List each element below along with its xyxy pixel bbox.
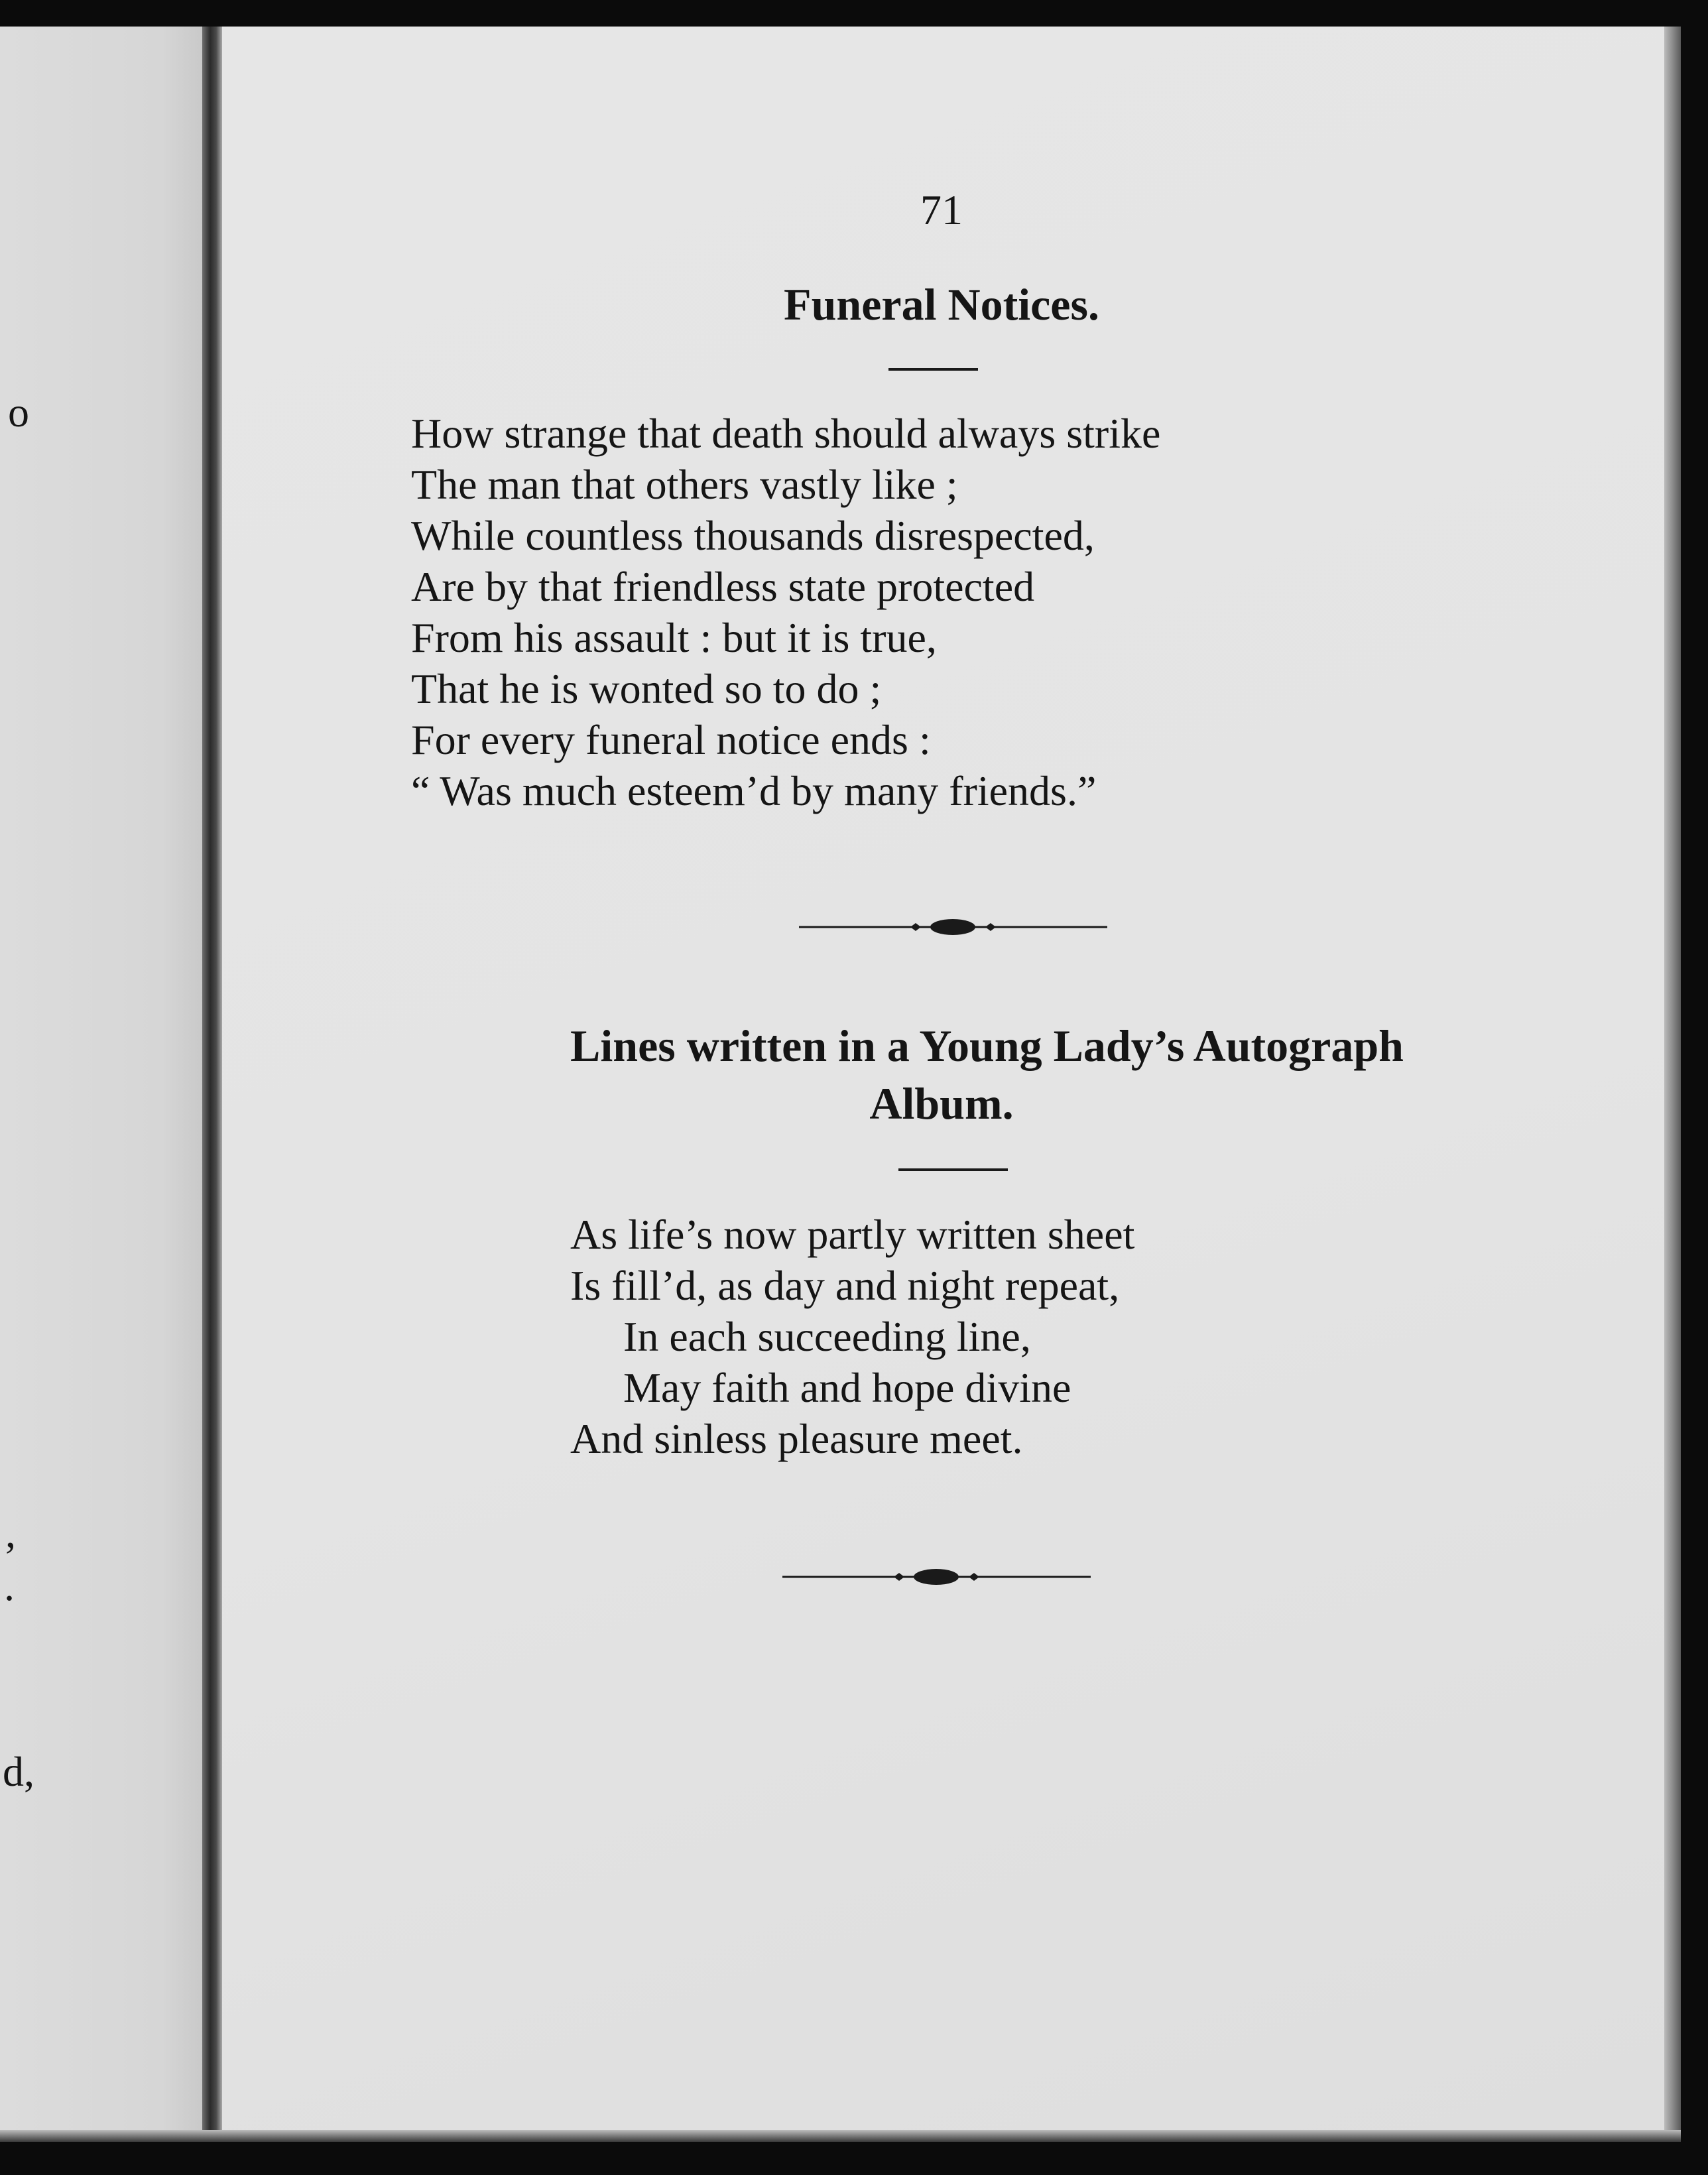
poem-line: Are by that friendless state protected bbox=[411, 563, 1035, 610]
left-page bbox=[0, 27, 202, 2142]
section-title-autograph-album: Lines written in a Young Lady’s Autograph bbox=[570, 1021, 1404, 1071]
left-page-fragment: d, bbox=[3, 1748, 34, 1795]
book-gutter bbox=[202, 27, 222, 2142]
page-bottom-shadow bbox=[0, 2130, 1681, 2142]
left-page-fragment: o bbox=[8, 389, 29, 436]
section-title-autograph-album-cont: Album. bbox=[869, 1078, 1014, 1129]
poem-autograph-album bbox=[570, 1209, 1134, 1464]
page-number: 71 bbox=[920, 186, 963, 233]
poem-line: Is fill’d, as day and night repeat, bbox=[570, 1262, 1120, 1309]
title-underline bbox=[888, 368, 978, 371]
poem-line: In each succeeding line, bbox=[623, 1313, 1031, 1360]
poem-line: How strange that death should always strike bbox=[411, 410, 1161, 457]
poem-line: That he is wonted so to do ; bbox=[411, 665, 882, 712]
ornamental-divider bbox=[782, 1564, 1091, 1590]
poem-line: From his assault : but it is true, bbox=[411, 614, 937, 661]
poem-line: And sinless pleasure meet. bbox=[570, 1415, 1023, 1462]
ornamental-divider bbox=[799, 914, 1107, 940]
left-page-fragment: . bbox=[4, 1562, 15, 1609]
section-title-funeral-notices: Funeral Notices. bbox=[784, 279, 1099, 330]
poem-line: For every funeral notice ends : bbox=[411, 716, 931, 763]
title-underline bbox=[898, 1168, 1008, 1171]
book-spread bbox=[0, 27, 1681, 2142]
poem-line: While countless thousands disrespected, bbox=[411, 512, 1095, 559]
poem-line: As life’s now partly written sheet bbox=[570, 1211, 1135, 1258]
page-edge-shadow bbox=[1664, 27, 1681, 2142]
poem-line: May faith and hope divine bbox=[623, 1364, 1071, 1411]
poem-line: “ Was much esteem’d by many friends.” bbox=[411, 767, 1097, 814]
left-page-fragment: , bbox=[5, 1509, 16, 1556]
poem-line: The man that others vastly like ; bbox=[411, 461, 958, 508]
poem-funeral-notices bbox=[411, 408, 1160, 816]
